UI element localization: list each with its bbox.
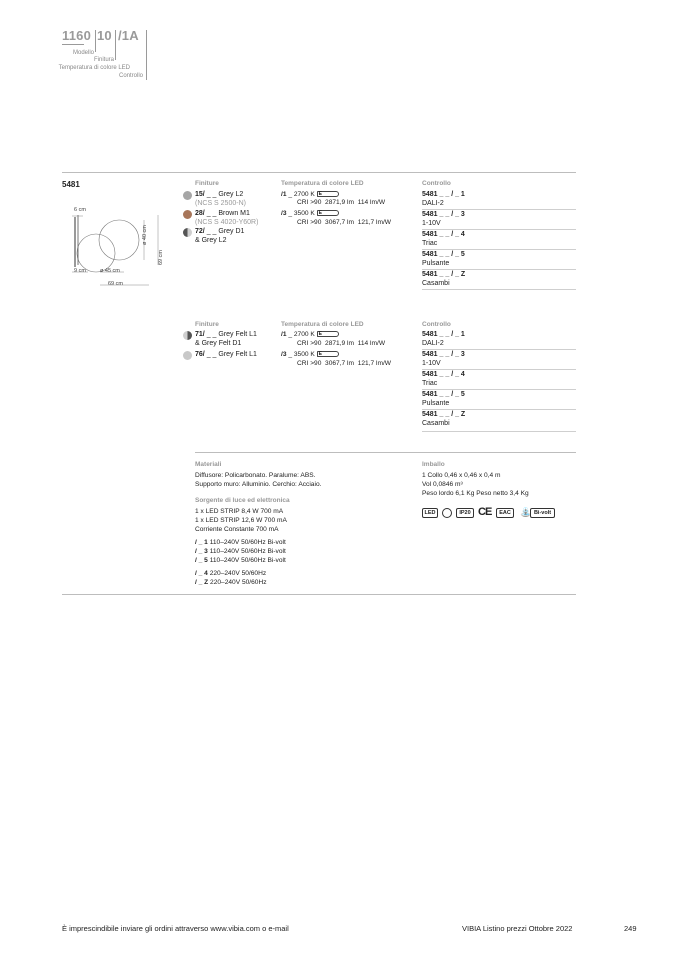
- dim-diameter-45: ø 45 cm: [100, 268, 120, 274]
- finish-swatch: [183, 331, 192, 340]
- finish-ncs: (NCS S 2500-N): [195, 200, 246, 207]
- legend-divider: [146, 30, 147, 80]
- dim-depth-top: 6 cm: [74, 207, 86, 213]
- packaging-line: Peso lordo 6,1 Kg Peso netto 3,4 Kg: [422, 490, 529, 497]
- control-item: 5481 _ _ / _ Z Casambi: [422, 411, 576, 431]
- footer-note: È imprescindibile inviare gli ordini attraverso www.vibia.com o e-mail: [62, 924, 289, 933]
- temp-row: /3 _ 3500 K E: [281, 210, 339, 218]
- legend-label-finish: Finitura: [93, 57, 114, 63]
- dim-width-69: 69 cm: [108, 281, 123, 287]
- ce-mark-icon: CE: [478, 506, 492, 518]
- temp-specs: CRI >90 2871,9 lm 114 lm/W: [297, 199, 386, 206]
- control-item: 5481 _ _ / _ 1 DALI-2: [422, 191, 576, 211]
- temp-row: /3 _ 3500 K E: [281, 351, 339, 359]
- temp-specs: CRI >90 2871,9 lm 114 lm/W: [297, 340, 386, 347]
- finish-sub: & Grey L2: [195, 237, 227, 244]
- legend-label-control: Controllo: [118, 73, 143, 79]
- section-divider: [62, 594, 576, 595]
- light-source-line: 1 x LED STRIP 12,6 W 700 mA: [195, 517, 287, 524]
- finish-swatch: [183, 228, 192, 237]
- temp-row: /1 _ 2700 K E: [281, 331, 339, 339]
- control-item: 5481 _ _ / _ 4 Triac: [422, 371, 576, 391]
- materials-header: Materiali: [195, 461, 222, 468]
- row-divider: [422, 409, 576, 410]
- finish-row: 28/ _ _ Brown M1: [195, 210, 250, 217]
- finish-swatch: [183, 191, 192, 200]
- section-divider: [62, 172, 576, 173]
- legend-label-model: Modello: [72, 50, 94, 56]
- row-divider: [422, 389, 576, 390]
- legend-divider: [115, 30, 116, 60]
- section-divider: [195, 452, 576, 453]
- temp-specs: CRI >90 3067,7 lm 121,7 lm/W: [297, 219, 392, 226]
- row-divider: [422, 431, 576, 432]
- finish-row: 15/ _ _ Grey L2: [195, 191, 244, 198]
- control-item: 5481 _ _ / _ 3 1-10V: [422, 351, 576, 371]
- control-header: Controllo: [422, 321, 451, 328]
- row-divider: [422, 269, 576, 270]
- row-divider: [422, 229, 576, 230]
- light-source-line: 1 x LED STRIP 8,4 W 700 mA: [195, 508, 284, 515]
- row-divider: [422, 249, 576, 250]
- temp-row: /1 _ 2700 K E: [281, 191, 339, 199]
- light-source-header: Sorgente di luce ed elettronica: [195, 497, 290, 504]
- recycle-icon: ⛲: [520, 507, 532, 517]
- finish-sub: & Grey Felt D1: [195, 340, 242, 347]
- bivolt-cert-icon: Bi-volt: [530, 508, 555, 518]
- voltage-row: / _ 1 110–240V 50/60Hz Bi-volt: [195, 539, 286, 546]
- finish-ncs: (NCS S 4020-Y60R): [195, 219, 259, 226]
- control-header: Controllo: [422, 180, 451, 187]
- row-divider: [422, 209, 576, 210]
- dim-depth-bottom: 9 cm: [74, 268, 86, 274]
- class-ii-icon: [442, 508, 452, 518]
- voltage-row: / _ 5 110–240V 50/60Hz Bi-volt: [195, 557, 286, 564]
- row-divider: [422, 369, 576, 370]
- control-item: 5481 _ _ / _ 4 Triac: [422, 231, 576, 251]
- energy-label-icon: E: [317, 331, 339, 337]
- voltage-row: / _ 4 220–240V 50/60Hz: [195, 570, 267, 577]
- control-item: 5481 _ _ / _ Z Casambi: [422, 271, 576, 291]
- finish-row: 76/ _ _ Grey Felt L1: [195, 351, 257, 358]
- materials-line: Supporto muro: Alluminio. Cerchio: Acciaio.: [195, 481, 322, 488]
- finish-row: 71/ _ _ Grey Felt L1: [195, 331, 257, 338]
- control-item: 5481 _ _ / _ 1 DALI-2: [422, 331, 576, 351]
- legend-code-model: 1160: [62, 28, 92, 43]
- row-divider: [422, 289, 576, 290]
- control-item: 5481 _ _ / _ 5 Pulsante: [422, 251, 576, 271]
- voltage-row: / _ Z 220–240V 50/60Hz: [195, 579, 267, 586]
- eac-cert-icon: EAC: [496, 508, 514, 518]
- finish-row: 72/ _ _ Grey D1: [195, 228, 245, 235]
- legend-label-temp: Temperatura di colore LED: [58, 65, 130, 71]
- energy-label-icon: E: [317, 210, 339, 216]
- product-drawing: [62, 205, 172, 290]
- control-item: 5481 _ _ / _ 5 Pulsante: [422, 391, 576, 411]
- temp-specs: CRI >90 3067,7 lm 121,7 lm/W: [297, 360, 392, 367]
- finishes-header: Finiture: [195, 180, 219, 187]
- dim-diameter-40: ø 40 cm: [142, 225, 148, 245]
- led-cert-icon: LED: [422, 508, 438, 518]
- legend-underline: [62, 44, 84, 45]
- legend-code-temp: /1A: [118, 28, 139, 43]
- row-divider: [422, 349, 576, 350]
- wall-lamp-drawing: [62, 205, 172, 290]
- energy-label-icon: E: [317, 191, 339, 197]
- temp-header: Temperatura di colore LED: [281, 180, 364, 187]
- voltage-row: / _ 3 110–240V 50/60Hz Bi-volt: [195, 548, 286, 555]
- dim-height-69: 69 cm: [158, 250, 164, 265]
- footer-brand: VIBIA Listino prezzi Ottobre 2022: [462, 924, 573, 933]
- packaging-line: 1 Collo 0,46 x 0,46 x 0,4 m: [422, 472, 501, 479]
- product-code: 5481: [62, 180, 80, 189]
- finishes-header: Finiture: [195, 321, 219, 328]
- finish-swatch: [183, 210, 192, 219]
- materials-line: Diffusore: Policarbonato. Paralume: ABS.: [195, 472, 316, 479]
- legend-divider: [95, 30, 96, 52]
- temp-header: Temperatura di colore LED: [281, 321, 364, 328]
- packaging-header: Imballo: [422, 461, 445, 468]
- ip20-cert-icon: IP20: [456, 508, 474, 518]
- page-number: 249: [624, 924, 637, 933]
- energy-label-icon: E: [317, 351, 339, 357]
- packaging-line: Vol 0,0846 m³: [422, 481, 463, 488]
- legend-code-finish: 10: [97, 28, 112, 43]
- light-source-line: Corriente Constante 700 mA: [195, 526, 279, 533]
- control-item: 5481 _ _ / _ 3 1-10V: [422, 211, 576, 231]
- finish-swatch: [183, 351, 192, 360]
